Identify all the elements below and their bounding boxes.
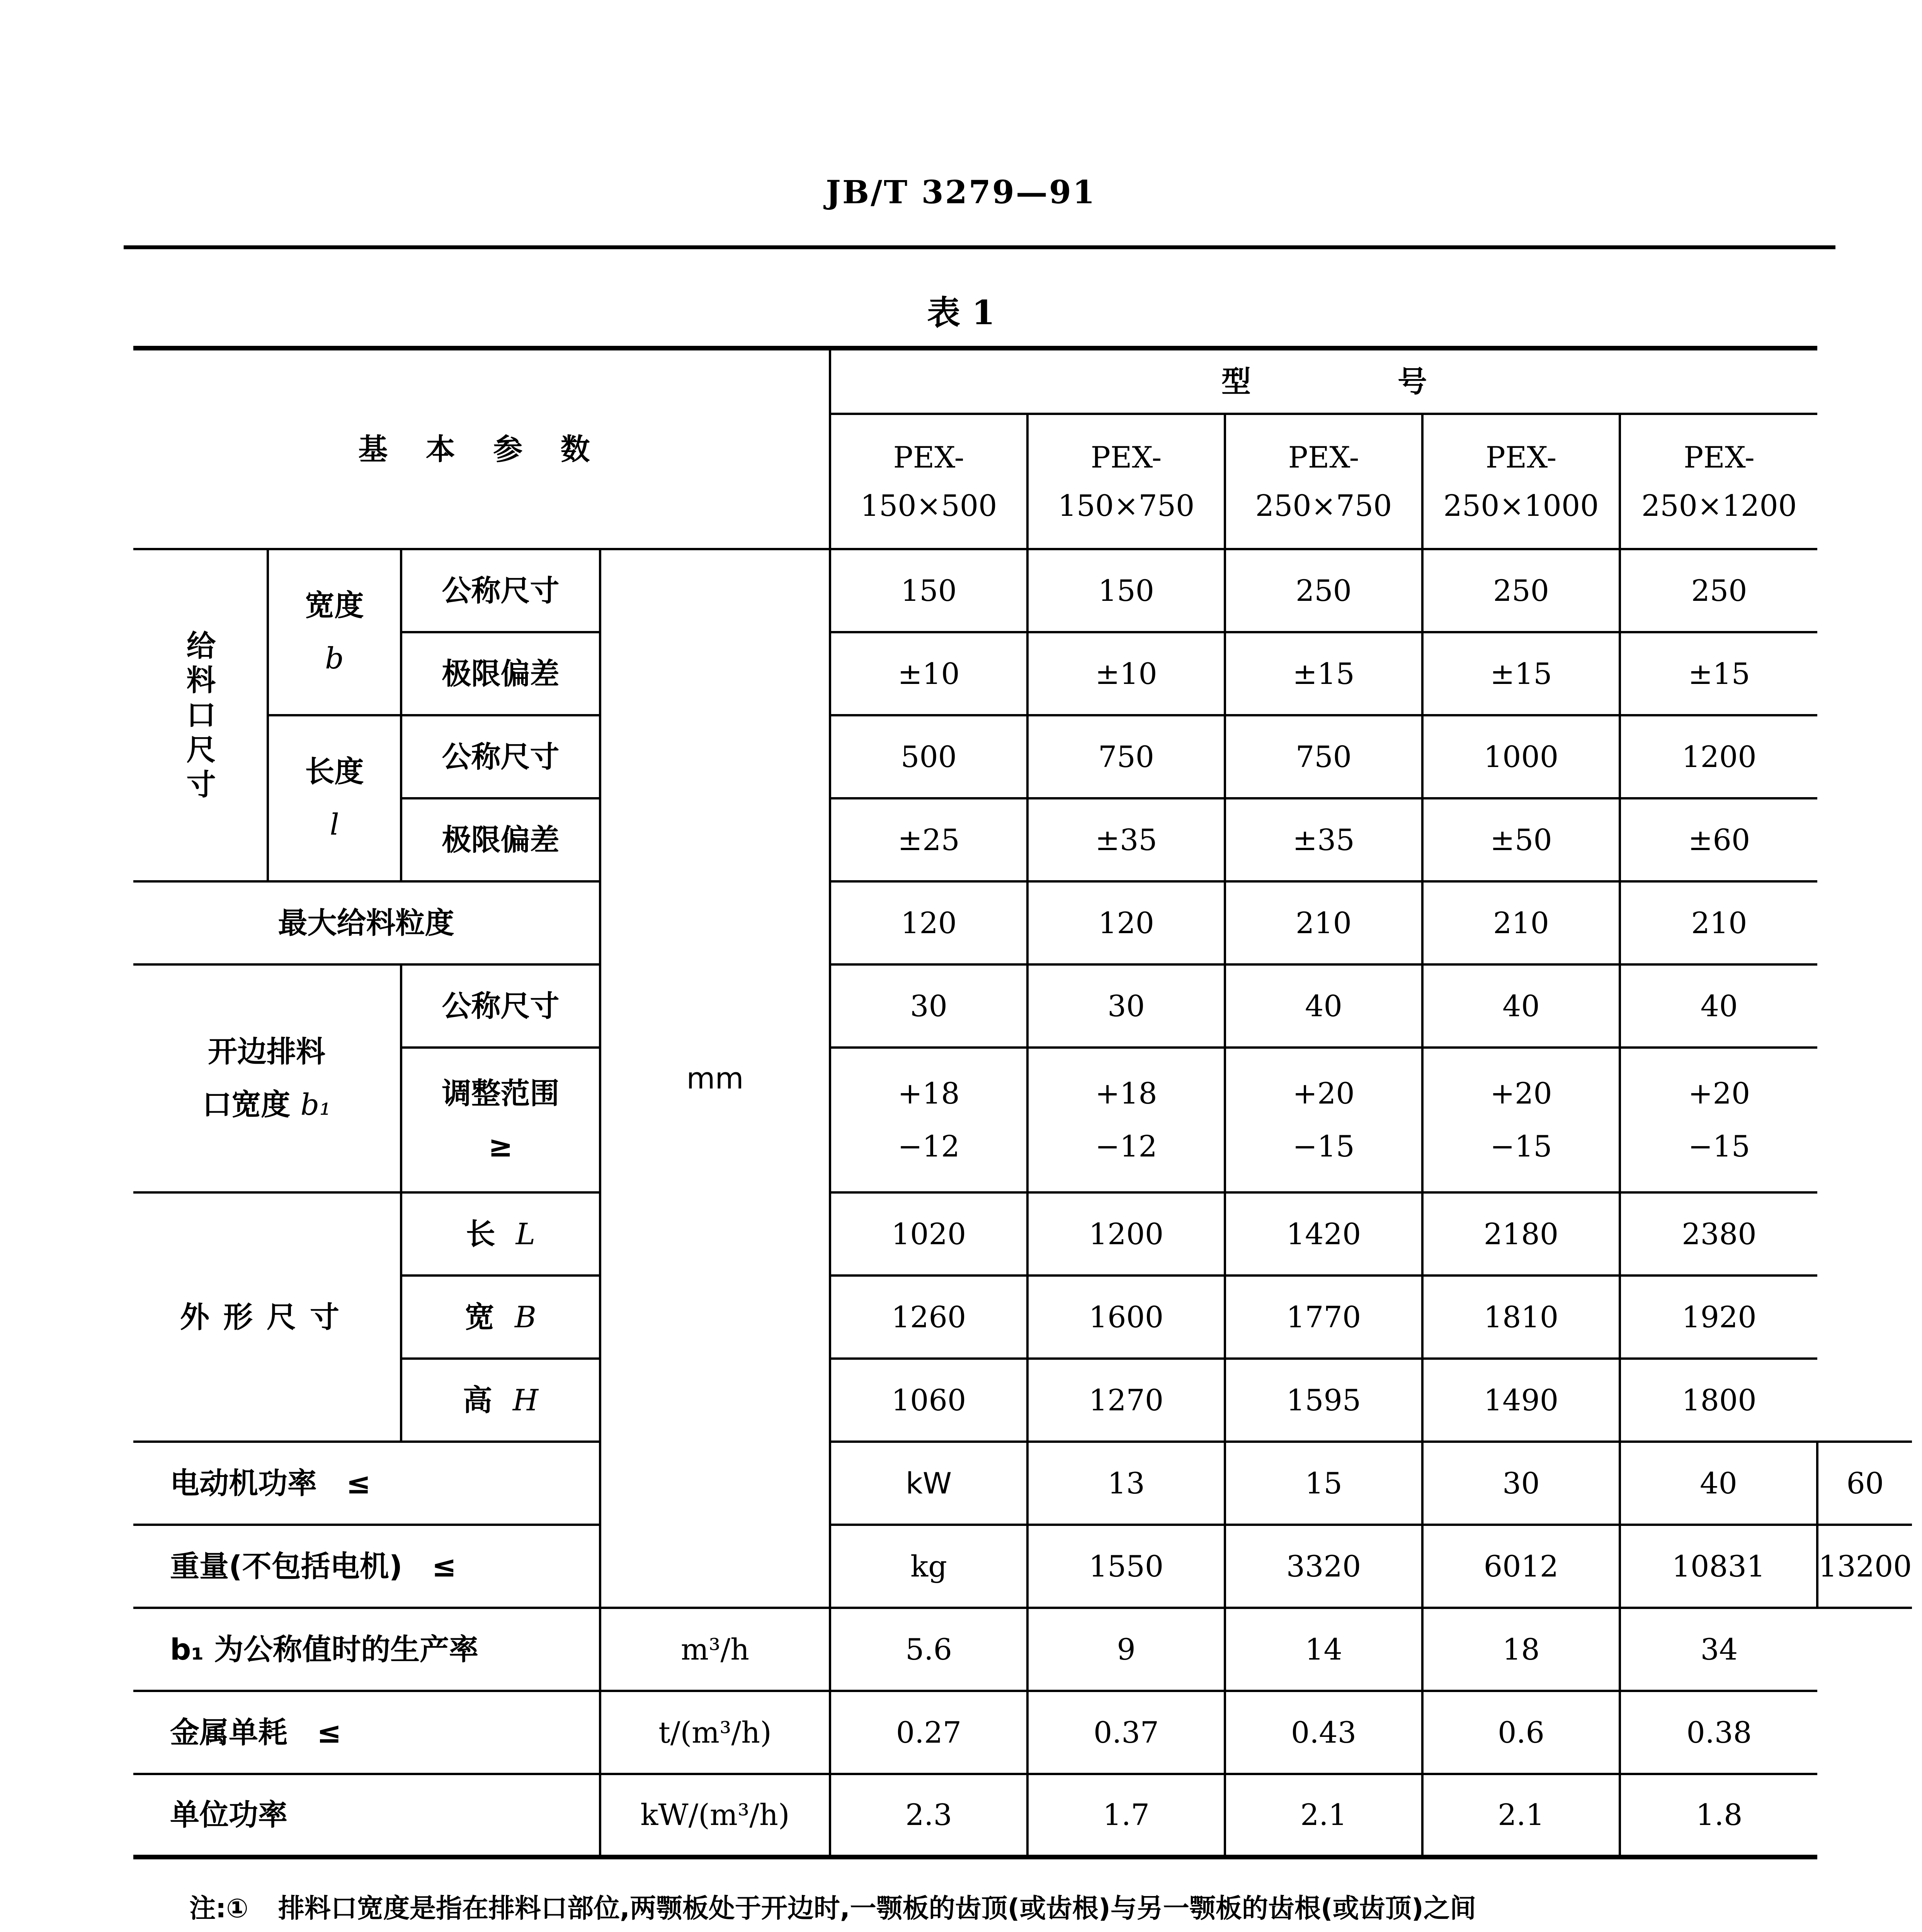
unit-tm3h: t/(m³/h) bbox=[600, 1691, 830, 1774]
cell: +20 −15 bbox=[1620, 1048, 1817, 1192]
motor-power-label: 电动机功率 ≤ bbox=[133, 1442, 600, 1525]
cell: 250 bbox=[1422, 549, 1620, 632]
cell: 1490 bbox=[1422, 1359, 1620, 1442]
cell: 15 bbox=[1225, 1442, 1422, 1525]
cell: 18 bbox=[1422, 1608, 1620, 1691]
cell: +20 −15 bbox=[1225, 1048, 1422, 1192]
cell: ±10 bbox=[830, 632, 1027, 715]
cell: 500 bbox=[830, 715, 1027, 798]
cell: 13200 bbox=[1817, 1525, 1912, 1608]
cell: 750 bbox=[1027, 715, 1225, 798]
model-5: PEX- 250×1200 bbox=[1620, 414, 1817, 549]
cell: ±60 bbox=[1620, 798, 1817, 881]
cell: 3320 bbox=[1225, 1525, 1422, 1608]
metal-consumption-label: 金属单耗 ≤ bbox=[133, 1691, 600, 1774]
adjust-range-label: 调整范围 ≥ bbox=[401, 1048, 600, 1192]
cell: 1060 bbox=[830, 1359, 1027, 1442]
unit-kw: kW bbox=[830, 1442, 1027, 1525]
cell: ±25 bbox=[830, 798, 1027, 881]
cell: 1.8 bbox=[1620, 1774, 1817, 1857]
parameter-table bbox=[133, 346, 1912, 1859]
model-header: 型 号 bbox=[830, 348, 1817, 414]
cell: 34 bbox=[1620, 1608, 1817, 1691]
cell: ±10 bbox=[1027, 632, 1225, 715]
cell: 210 bbox=[1225, 881, 1422, 964]
cell: 1260 bbox=[830, 1276, 1027, 1359]
cell: 40 bbox=[1225, 964, 1422, 1048]
cell: 30 bbox=[1422, 1442, 1620, 1525]
cell: 1200 bbox=[1027, 1192, 1225, 1276]
note-label: 注:① bbox=[189, 1893, 248, 1924]
cell: 1020 bbox=[830, 1192, 1027, 1276]
cell: 210 bbox=[1620, 881, 1817, 964]
width-B-label: 宽 B bbox=[401, 1276, 600, 1359]
width-nominal-label: 公称尺寸 bbox=[401, 549, 600, 632]
cell: 0.37 bbox=[1027, 1691, 1225, 1774]
cell: 10831 bbox=[1620, 1525, 1817, 1608]
cell: ±50 bbox=[1422, 798, 1620, 881]
cell: 6012 bbox=[1422, 1525, 1620, 1608]
cell: ±35 bbox=[1225, 798, 1422, 881]
cell: 1595 bbox=[1225, 1359, 1422, 1442]
cell: 0.43 bbox=[1225, 1691, 1422, 1774]
table-notes bbox=[189, 1886, 1835, 1932]
feed-opening-label: 给料口尺寸 bbox=[133, 549, 268, 881]
unit-m3h: m³/h bbox=[600, 1608, 830, 1691]
unit-kg: kg bbox=[830, 1525, 1027, 1608]
discharge-nominal-label: 公称尺寸 bbox=[401, 964, 600, 1048]
note-1: 排料口宽度是指在排料口部位,两颚板处于开边时,一颚板的齿顶(或齿根)与另一颚板的齿根(或齿顶)之间 bbox=[278, 1893, 1476, 1924]
cell: 40 bbox=[1620, 964, 1817, 1048]
cell: 1270 bbox=[1027, 1359, 1225, 1442]
cell: 0.38 bbox=[1620, 1691, 1817, 1774]
cell: 40 bbox=[1422, 964, 1620, 1048]
table-caption: 表 1 bbox=[927, 293, 995, 332]
cell: 9 bbox=[1027, 1608, 1225, 1691]
cell: 1800 bbox=[1620, 1359, 1817, 1442]
cell: 2.1 bbox=[1225, 1774, 1422, 1857]
unit-mm: mm bbox=[600, 549, 830, 1608]
cell: ±15 bbox=[1620, 632, 1817, 715]
productivity-label: b₁ 为公称值时的生产率 bbox=[133, 1608, 600, 1691]
cell: 2380 bbox=[1620, 1192, 1817, 1276]
cell: 1810 bbox=[1422, 1276, 1620, 1359]
cell: 1000 bbox=[1422, 715, 1620, 798]
cell: 30 bbox=[1027, 964, 1225, 1048]
cell: 0.27 bbox=[830, 1691, 1027, 1774]
cell: ±15 bbox=[1422, 632, 1620, 715]
cell: 1420 bbox=[1225, 1192, 1422, 1276]
cell: 2.1 bbox=[1422, 1774, 1620, 1857]
cell: +18 −12 bbox=[1027, 1048, 1225, 1192]
cell: ±15 bbox=[1225, 632, 1422, 715]
cell: 210 bbox=[1422, 881, 1620, 964]
model-1: PEX- 150×500 bbox=[830, 414, 1027, 549]
cell: 40 bbox=[1620, 1442, 1817, 1525]
cell: 120 bbox=[830, 881, 1027, 964]
max-feed-label: 最大给料粒度 bbox=[133, 881, 600, 964]
cell: 1920 bbox=[1620, 1276, 1817, 1359]
basic-params-header: 基 本 参 数 bbox=[133, 348, 830, 549]
cell: +18 −12 bbox=[830, 1048, 1027, 1192]
length-L-label: 长 L bbox=[401, 1192, 600, 1276]
discharge-label: 开边排料 口宽度 b₁ bbox=[133, 964, 401, 1192]
cell: +20 −15 bbox=[1422, 1048, 1620, 1192]
model-2: PEX- 150×750 bbox=[1027, 414, 1225, 549]
cell: 1600 bbox=[1027, 1276, 1225, 1359]
length-tolerance-label: 极限偏差 bbox=[401, 798, 600, 881]
outline-label: 外形尺寸 bbox=[133, 1192, 401, 1442]
cell: 150 bbox=[1027, 549, 1225, 632]
unit-kwm3h: kW/(m³/h) bbox=[600, 1774, 830, 1857]
width-tolerance-label: 极限偏差 bbox=[401, 632, 600, 715]
model-4: PEX- 250×1000 bbox=[1422, 414, 1620, 549]
cell: 1200 bbox=[1620, 715, 1817, 798]
cell: 60 bbox=[1817, 1442, 1912, 1525]
cell: 1550 bbox=[1027, 1525, 1225, 1608]
cell: 0.6 bbox=[1422, 1691, 1620, 1774]
cell: 250 bbox=[1225, 549, 1422, 632]
length-nominal-label: 公称尺寸 bbox=[401, 715, 600, 798]
unit-power-label: 单位功率 bbox=[133, 1774, 600, 1857]
cell: 2180 bbox=[1422, 1192, 1620, 1276]
cell: 120 bbox=[1027, 881, 1225, 964]
height-H-label: 高 H bbox=[401, 1359, 600, 1442]
cell: 250 bbox=[1620, 549, 1817, 632]
cell: 150 bbox=[830, 549, 1027, 632]
cell: 750 bbox=[1225, 715, 1422, 798]
cell: ±35 bbox=[1027, 798, 1225, 881]
cell: 2.3 bbox=[830, 1774, 1027, 1857]
weight-label: 重量(不包括电机) ≤ bbox=[133, 1525, 600, 1608]
cell: 30 bbox=[830, 964, 1027, 1048]
header-rule bbox=[124, 245, 1835, 249]
length-label: 长度 l bbox=[268, 715, 401, 881]
cell: 5.6 bbox=[830, 1608, 1027, 1691]
document-header: JB/T 3279—91 bbox=[826, 174, 1096, 211]
cell: 1.7 bbox=[1027, 1774, 1225, 1857]
cell: 1770 bbox=[1225, 1276, 1422, 1359]
width-label: 宽度 b bbox=[268, 549, 401, 715]
model-3: PEX- 250×750 bbox=[1225, 414, 1422, 549]
cell: 13 bbox=[1027, 1442, 1225, 1525]
cell: 14 bbox=[1225, 1608, 1422, 1691]
